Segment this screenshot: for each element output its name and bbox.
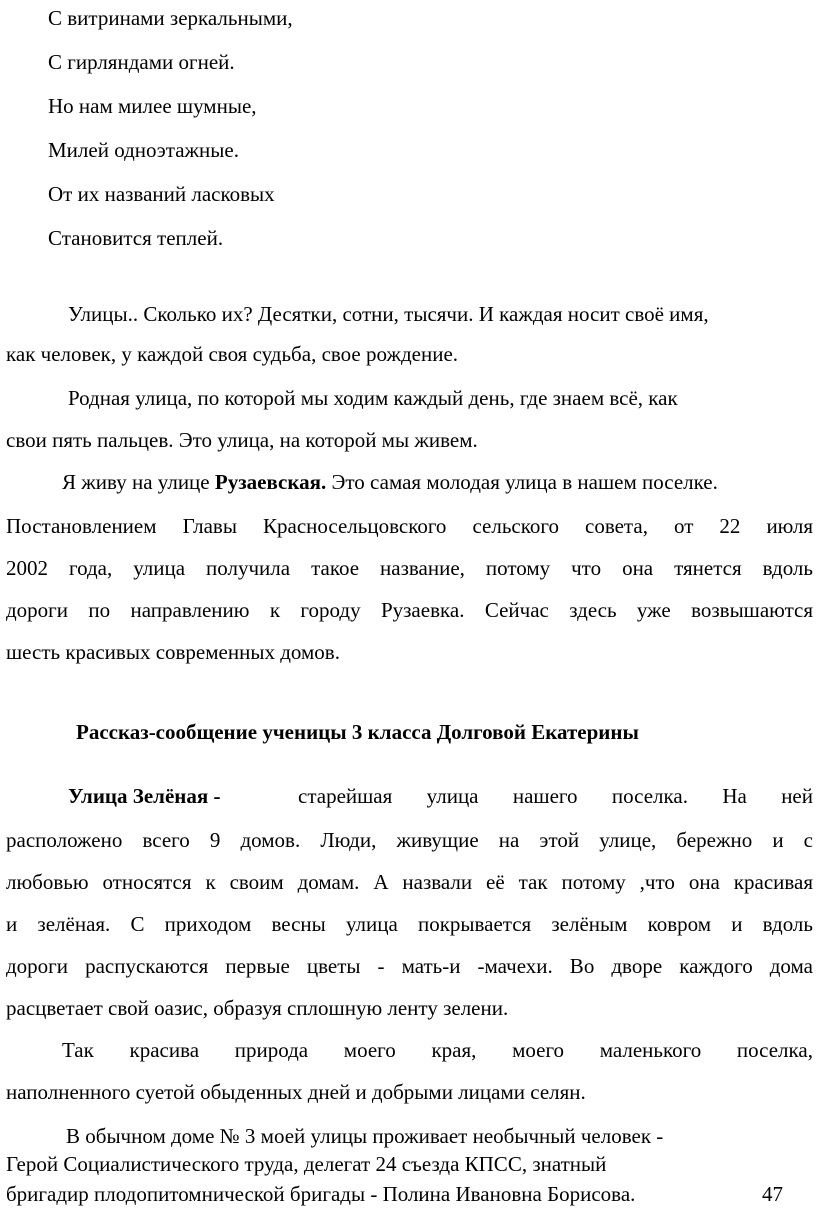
paragraph-line: дороги по направлению к городу Рузаевка. Сейчас здесь уже возвышаются — [6, 598, 813, 622]
paragraph-line: Постановлением Главы Красносельцовского сельского совета, от 22 июля — [6, 514, 813, 538]
paragraph-line: наполненного суетой обыденных дней и добрыми лицами селян. — [6, 1080, 586, 1104]
paragraph-line: бригадир плодопитомнической бригады - Полина Ивановна Борисова. — [6, 1182, 636, 1206]
paragraph-line: дороги распускаются первые цветы - мать-и -мачехи. Во дворе каждого дома — [6, 954, 813, 978]
paragraph-line: любовью относятся к своим домам. А назвали её так потому ,что она красивая — [6, 870, 813, 894]
street-name-rusaevskaya: Рузаевская. — [214, 470, 327, 494]
poem-line: Но нам милее шумные, — [48, 94, 257, 118]
section-heading: Рассказ-сообщение ученицы 3 класса Долговой Екатерины — [76, 720, 639, 744]
page-number: 47 — [762, 1182, 783, 1206]
paragraph-line: Улицы.. Сколько их? Десятки, сотни, тысячи. И каждая носит своё имя, — [68, 302, 709, 326]
paragraph-line — [68, 786, 813, 807]
paragraph-line: расположено всего 9 домов. Люди, живущие на этой улице, бережно и с — [6, 828, 813, 852]
paragraph-line: Так красива природа моего края, моего маленького поселка, — [62, 1038, 813, 1062]
paragraph-line: Родная улица, по которой мы ходим каждый день, где знаем всё, как — [68, 386, 678, 410]
paragraph-text: Это самая молодая улица в нашем поселке. — [326, 470, 718, 494]
poem-line: От их названий ласковых — [48, 182, 275, 206]
poem-line: Милей одноэтажные. — [48, 138, 239, 162]
poem-line: Становится теплей. — [48, 226, 224, 250]
paragraph-line: и зелёная. С приходом весны улица покрывается зелёным ковром и вдоль — [6, 912, 813, 936]
paragraph-line — [62, 472, 718, 493]
paragraph-line: 2002 года, улица получила такое название, потому что она тянется вдоль — [6, 556, 813, 580]
paragraph-text: старейшая улица нашего поселка. На ней — [298, 784, 813, 808]
paragraph-text: Я живу на улице — [62, 470, 215, 494]
poem-line: С гирляндами огней. — [48, 50, 235, 74]
paragraph-line: свои пять пальцев. Это улица, на которой мы живем. — [6, 428, 478, 452]
poem-line: С витринами зеркальными, — [48, 6, 293, 30]
paragraph-line: расцветает свой оазис, образуя сплошную ленту зелени. — [6, 996, 509, 1020]
paragraph-line: как человек, у каждой своя судьба, свое рождение. — [6, 342, 459, 366]
paragraph-line: шесть красивых современных домов. — [6, 640, 340, 664]
paragraph-line: Герой Социалистического труда, делегат 24 съезда КПСС, знатный — [6, 1152, 607, 1176]
paragraph-line: В обычном доме № 3 моей улицы проживает необычный человек - — [66, 1124, 664, 1148]
street-name-zelenaya: Улица Зелёная - — [68, 784, 221, 808]
